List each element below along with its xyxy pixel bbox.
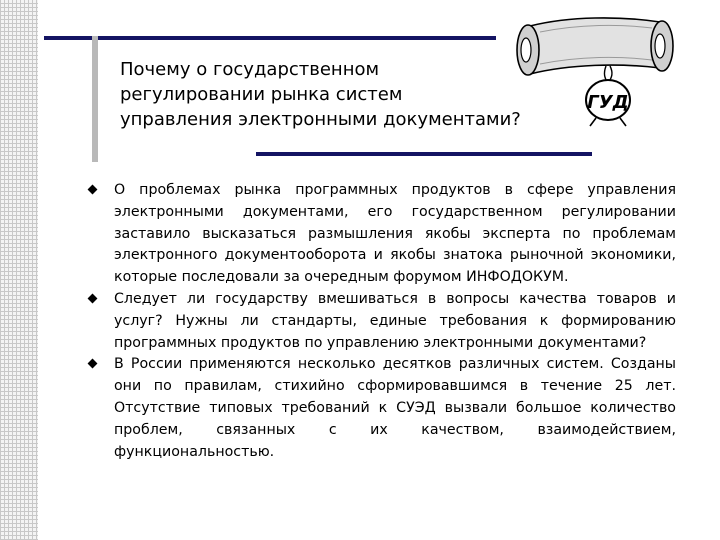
title-underline-bar [256, 152, 592, 156]
scroll-stamp-illustration [510, 8, 678, 128]
list-item [84, 180, 676, 289]
title-line-3: управления электронными документами? [120, 109, 521, 130]
top-accent-bar [44, 36, 496, 40]
bullet-list [84, 180, 676, 463]
diamond-bullet-icon [88, 359, 98, 369]
list-item [84, 289, 676, 354]
diamond-bullet-icon [88, 294, 98, 304]
bullet-text: О проблемах рынка программных продуктов в сфере управления электронными документами, его государственном регулировании заставило высказаться размышления якобы эксперта по проблемам электронного документооборота и якобы знатока рыночной экономики, которые последовали за очередным форумом ИНФОДОКУМ. [114, 182, 676, 286]
bullet-text: Следует ли государству вмешиваться в вопросы качества товаров и услуг? Нужны ли стандарты, единые требования к формированию программных продуктов по управлению электронными документами? [114, 290, 676, 351]
decorative-stripe-panel [0, 0, 38, 540]
diamond-bullet-icon [88, 185, 98, 195]
list-item [84, 354, 676, 463]
title-line-1: Почему о государственном [120, 59, 380, 80]
vertical-accent-bar [92, 36, 98, 162]
seal-label: ГУД [587, 92, 629, 113]
title-line-2: регулировании рынка систем [120, 84, 403, 105]
bullet-text: В России применяются несколько десятков различных систем. Созданы они по правилам, стихийно сформировавшимся в течение 25 лет. Отсутствие типовых требований к СУЭД вызвали большое количество проблем, связанных с их качеством, взаимодействием, функциональностью. [114, 356, 676, 460]
